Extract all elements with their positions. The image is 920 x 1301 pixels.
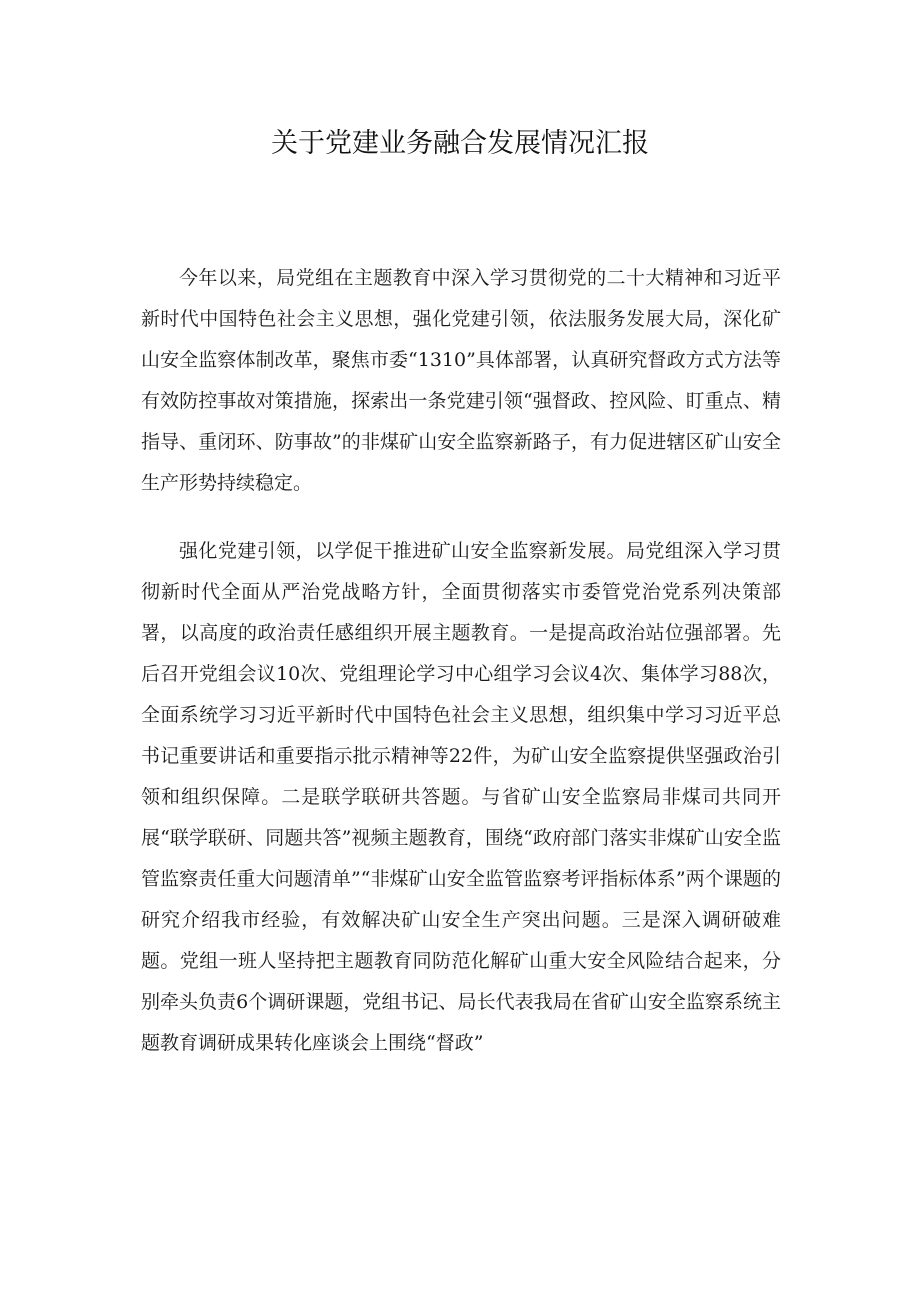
paragraph-intro: 今年以来，局党组在主题教育中深入学习贯彻党的二十大精神和习近平新时代中国特色社会主义思想，强化党建引领，依法服务发展大局，深化矿山安全监察体制改革，聚焦市委“1310”具体部署，认真研究督政方式方法等有效防控事故对策措施，探索出一条党建引领“强督政、控风险、盯重点、精指导、重闭环、防事故”的非煤矿山安全监察新路子，有力促进辖区矿山安全生产形势持续稳定。 [141, 267, 781, 494]
document-title: 关于党建业务融合发展情况汇报 [271, 128, 649, 159]
document-body [141, 258, 781, 1064]
paragraph-party-leadership: 强化党建引领，以学促干推进矿山安全监察新发展。局党组深入学习贯彻新时代全面从严治党战略方针，全面贯彻落实市委管党治党系列决策部署，以高度的政治责任感组织开展主题教育。一是提高政治站位强部署。先后召开党组会议10次、党组理论学习中心组学习会议4次、集体学习88次，全面系统学习习近平新时代中国特色社会主义思想，组织集中学习习近平总书记重要讲话和重要指示批示精神等22件，为矿山安全监察提供坚强政治引领和组织保障。二是联学联研共答题。与省矿山安全监察局非煤司共同开展“联学联研、同题共答”视频主题教育，围绕“政府部门落实非煤矿山安全监管监察责任重大问题清单”“非煤矿山安全监管监察考评指标体系”两个课题的研究介绍我市经验，有效解决矿山安全生产突出问题。三是深入调研破难题。党组一班人坚持把主题教育同防范化解矿山重大安全风险结合起来，分别牵头负责6个调研课题，党组书记、局长代表我局在省矿山安全监察系统主题教育调研成果转化座谈会上围绕“督政” [141, 540, 781, 1054]
